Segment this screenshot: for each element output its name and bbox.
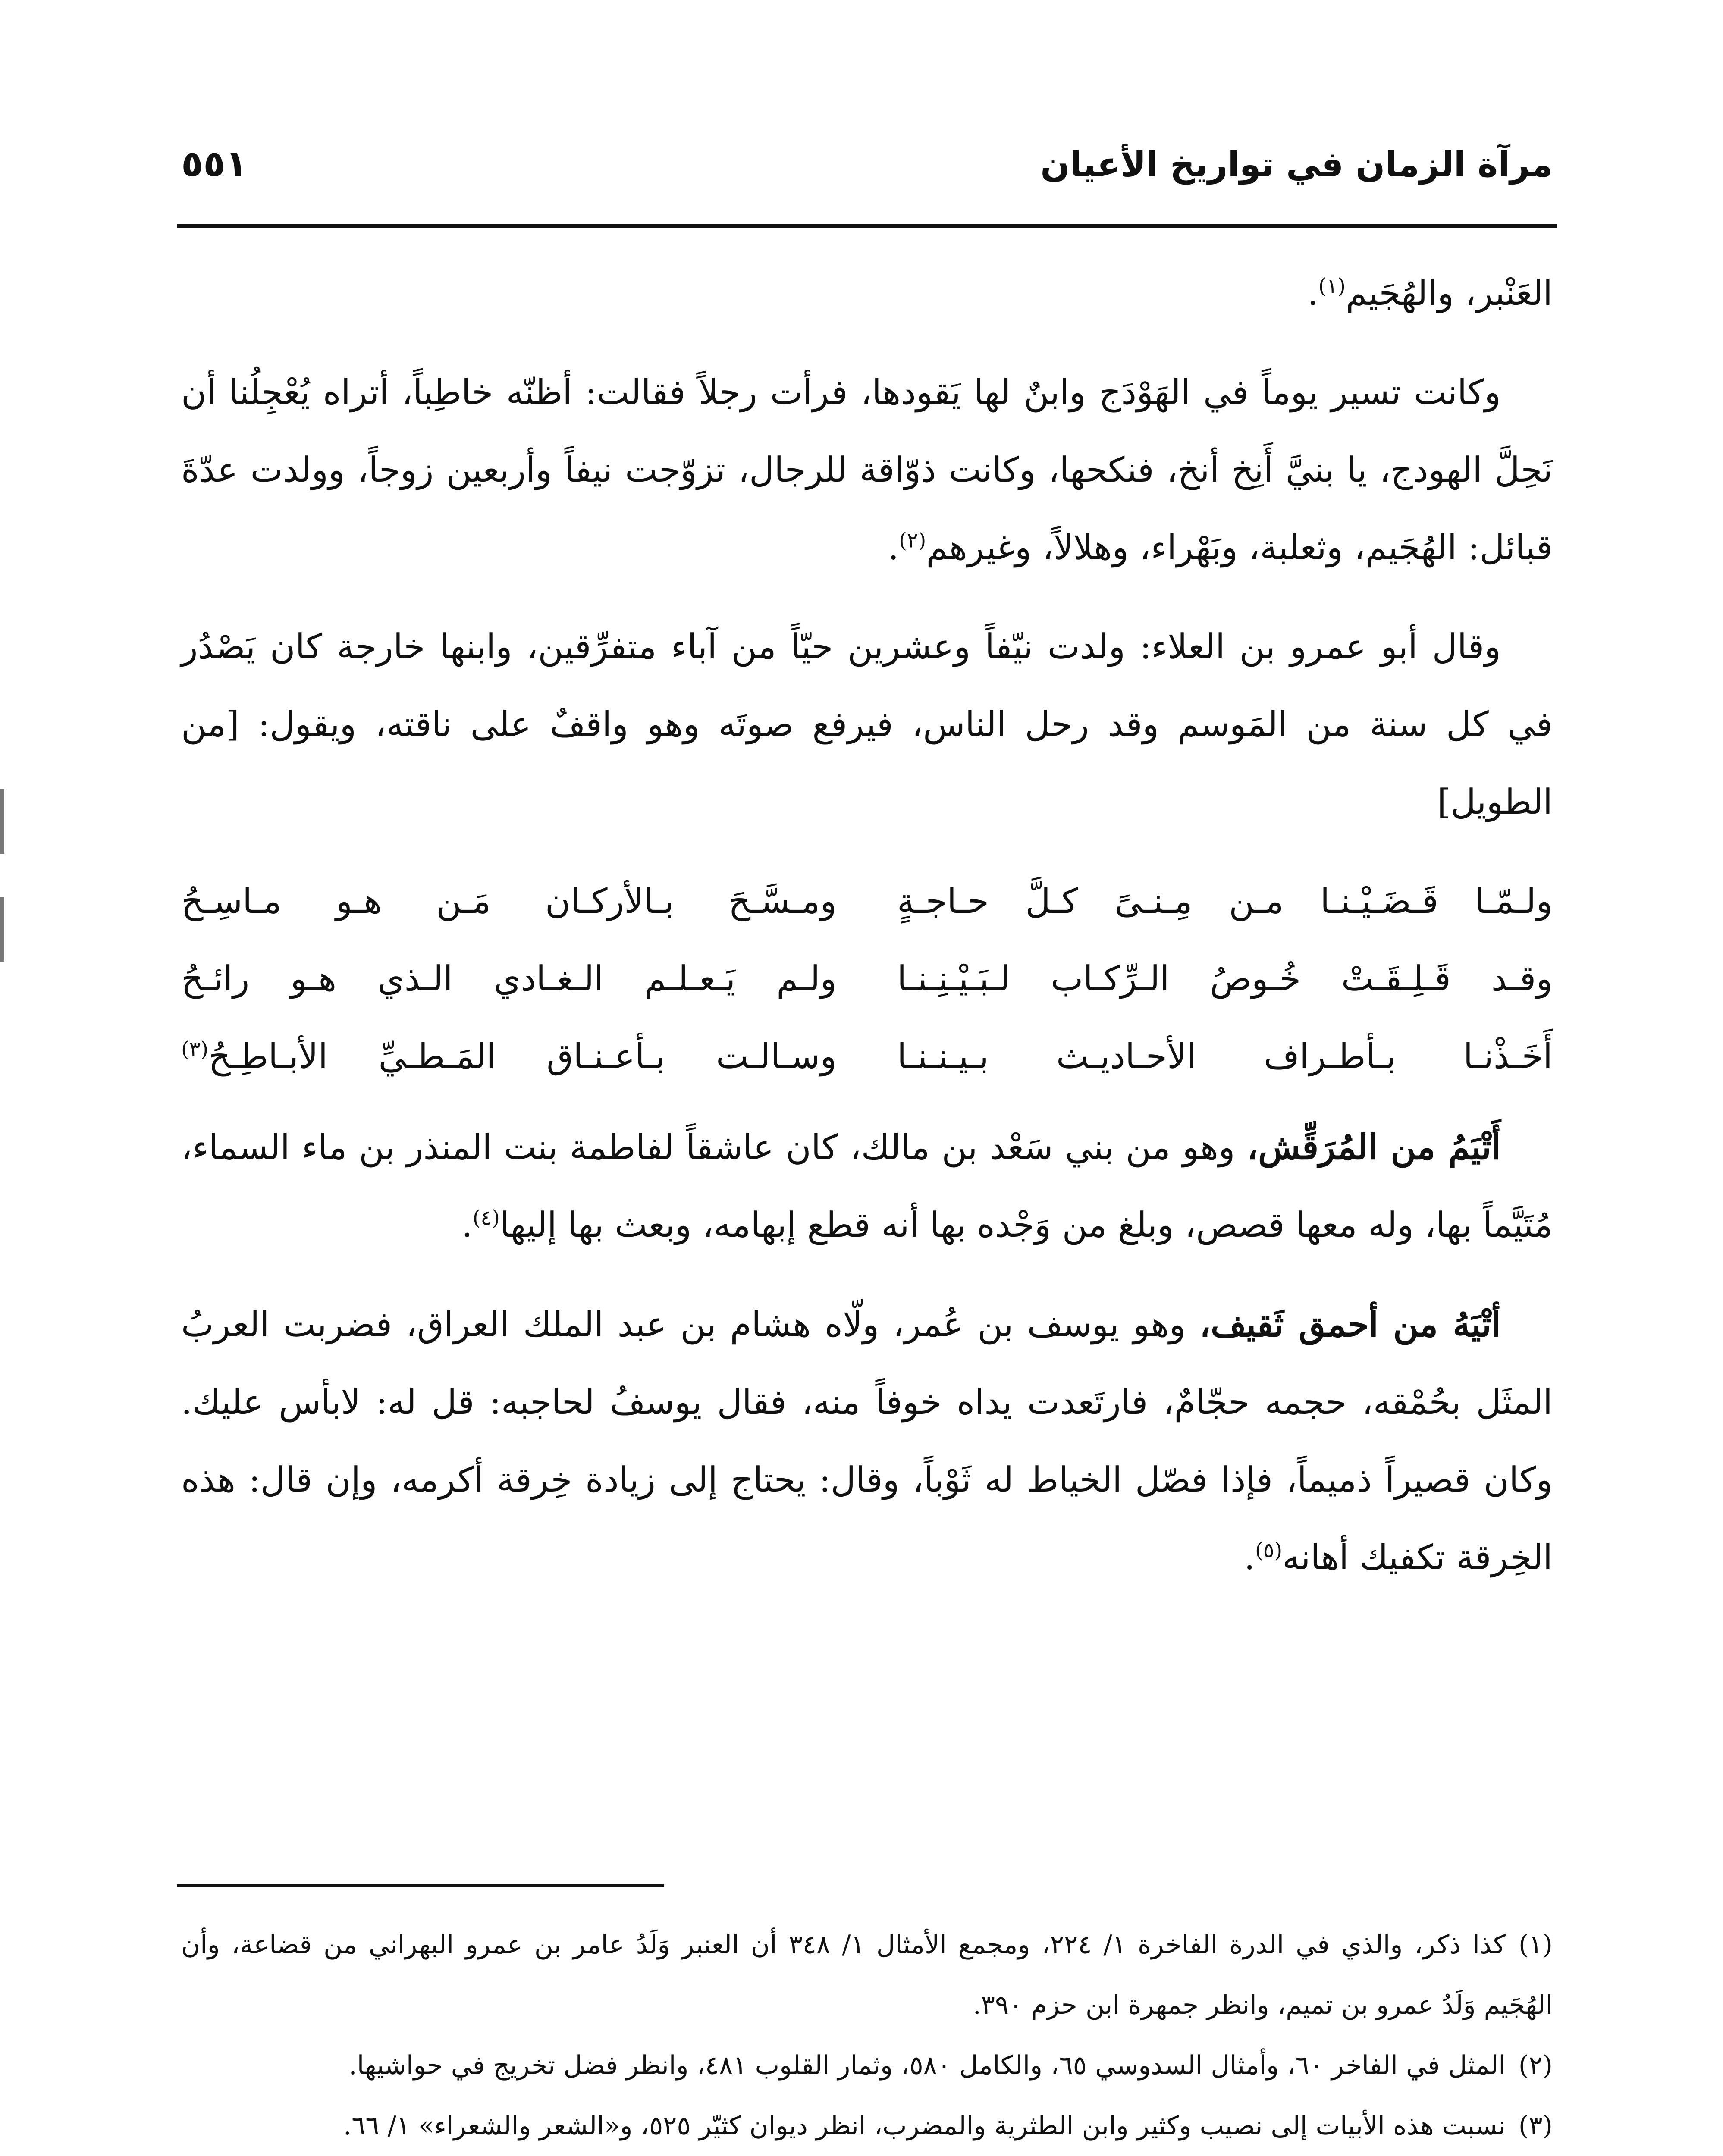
footnote-ref-1[interactable]: (١) <box>1318 274 1346 298</box>
verse-line <box>181 1018 1553 1095</box>
footnote: (٢)المثل في الفاخر ٦٠، وأمثال السدوسي ٦٥، والكامل ٥٨٠، وثمار القلوب ٤٨١، وانظر فضل تخريج في حواشيها. <box>348 2050 1553 2081</box>
paragraph-5: أتْيَهُ من أحمق ثَقيف، وهو يوسف بن عُمر، ولّاه هشام بن عبد الملك العراق، فضربت العربُ المثَل بحُمْقه، حجمه حجّامٌ، فارتَعدت يداه خوفاً منه، فقال يوسفُ لحاجبه: قل له: لابأس عليك. وكان قصيراً ذميماً، فإذا فصّل الخياط له ثَوْباً، وقال: يحتاج إلى زيادة خِرقة أكرمه، وإن قال: هذه الخِرقة تكفيك أهانه$^{(٥)}$. <box>181 1304 1553 1577</box>
running-header <box>181 125 1553 211</box>
verse-line <box>181 862 1553 940</box>
footnote-number: (٢) <box>1518 2050 1553 2081</box>
verse-first-hemistich: أَخَـذْنـا بـأطـراف الأحـاديـث بـيـنـنـا <box>897 1036 1553 1076</box>
main-text <box>181 254 1553 1618</box>
footnote-number: (٣) <box>1518 2111 1553 2141</box>
paragraph-2: وكانت تسير يوماً في الهَوْدَج وابنٌ لها يَقودها، فرأت رجلاً فقالت: أظنّه خاطِباً، أتراه يُعْجِلُنا أن نَحِلَّ الهودج، يا بنيَّ أَنِخ أنخ، فنكحها، وكانت ذوّاقة للرجال، تزوّجت نيفاً وأربعين زوجاً، وولدت عدّةَ قبائل: الهُجَيم، وثعلبة، وبَهْراء، وهلالاً، وغيرهم$^{(٢)}$. <box>181 372 1553 567</box>
footnote-divider <box>177 1884 664 1887</box>
footnotes <box>181 1915 1553 2156</box>
book-title: مرآة الزمان في تواريخ الأعيان <box>1040 144 1553 185</box>
paragraph-3: وقال أبو عمرو بن العلاء: ولدت نيّفاً وعشرين حيّاً من آباء متفرِّقين، وابنها خارجة كان يَصْدُر في كل سنة من المَوسم وقد رحل الناس، فيرفع صوتَه وهو واقفٌ على ناقته، ويقول: [من الطويل] <box>181 627 1553 822</box>
poem <box>181 862 1553 1095</box>
verse-second-hemistich: وسـالـت بـأعـنـاق المَـطـيِّ الأبـاطِـحُ$^{(٣)}$ <box>181 1036 837 1076</box>
footnote: (٣)نسبت هذه الأبيات إلى نصيب وكثير وابن الطثرية والمضرب، انظر ديوان كثيّر ٥٢٥، و«الشعر والشعراء» ١/ ٦٦. <box>343 2111 1553 2141</box>
verse-first-hemistich: ولـمّـا قَـضَـيْـنـا مـن مِـنـىً كـلَّ حـاجـةٍ <box>897 881 1553 921</box>
footnote-ref-5[interactable]: (٥) <box>1255 1538 1283 1563</box>
verse-line <box>181 940 1553 1018</box>
verse-second-hemistich: ولـم يَـعـلـم الـغـادي الـذي هـو رائـحُ <box>181 959 837 999</box>
paragraph-1: العَنْبر، والهُجَيم$^{(١)}$. <box>1307 273 1553 313</box>
page-number: ٥٥١ <box>181 142 248 185</box>
paragraph-4: أَتْيَمُ من المُرَقِّش، وهو من بني سَعْد بن مالك، كان عاشقاً لفاطمة بنت المنذر بن ماء السماء، مُتَيَّماً بها، وله معها قصص، وبلغ من وَجْده بها أنه قطع إبهامه، وبعث بها إليها$^{(٤)}$. <box>181 1127 1553 1245</box>
footnote-ref-3[interactable]: (٣) <box>181 1037 209 1062</box>
header-divider <box>177 224 1557 228</box>
proverb-heading: أَتْيَمُ من المُرَقِّش، <box>1247 1127 1501 1167</box>
proverb-heading: أتْيَهُ من أحمق ثَقيف، <box>1199 1304 1501 1344</box>
footnote-number: (١) <box>1518 1930 1553 1960</box>
verse-second-hemistich: ومـسَّـحَ بـالأركـان مَـن هـو مـاسِـحُ <box>181 881 837 921</box>
scan-crop-mark <box>0 789 4 854</box>
scan-crop-mark <box>0 897 4 962</box>
verse-first-hemistich: وقـد قَـلِـقَـتْ خُـوصُ الـرِّكـاب لـبَـيْـنِـنـا <box>897 959 1553 999</box>
footnote-ref-2[interactable]: (٢) <box>899 528 926 553</box>
footnote: (١)كذا ذكر، والذي في الدرة الفاخرة ١/ ٢٢٤، ومجمع الأمثال ١/ ٣٤٨ أن العنبر وَلَدُ عامر بن عمرو البهراني من قضاعة، وأن الهُجَيم وَلَدُ عمرو بن تميم، وانظر جمهرة ابن حزم ٣٩٠. <box>181 1930 1553 2020</box>
footnote-ref-4[interactable]: (٤) <box>472 1206 500 1230</box>
